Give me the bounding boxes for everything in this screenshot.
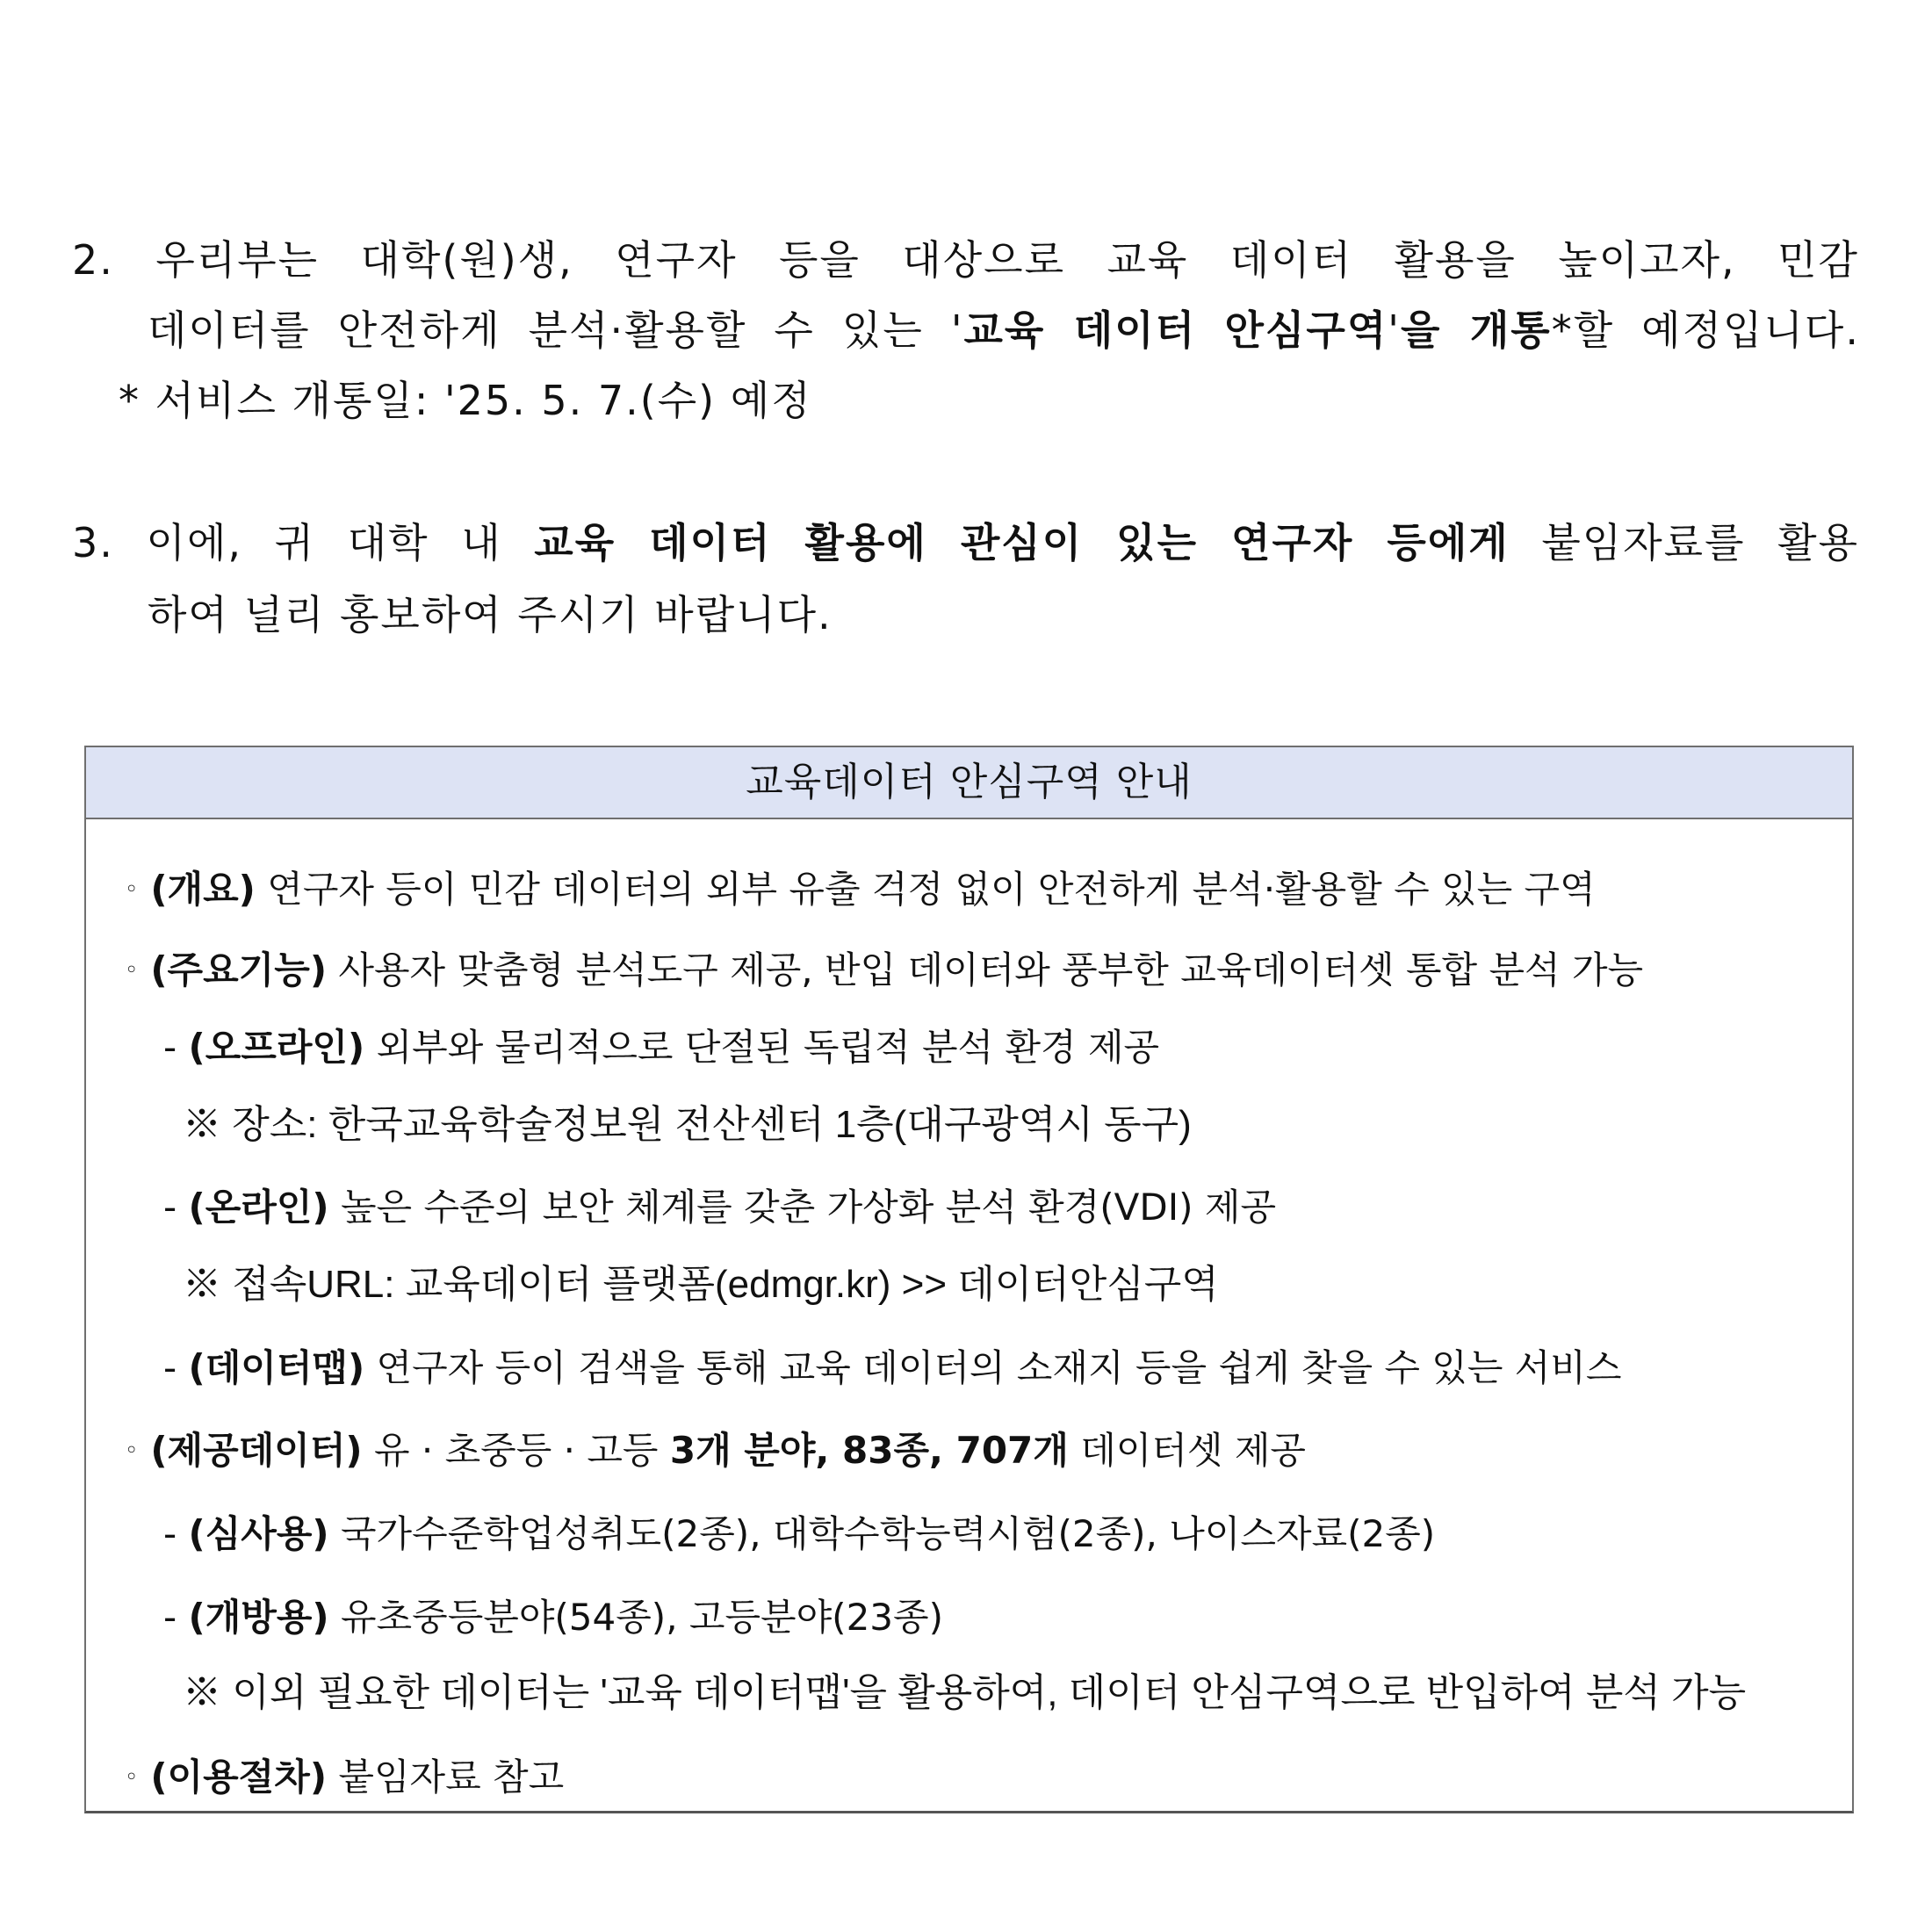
item-online [163,1183,1276,1232]
item-text: 이외 필요한 데이터는 '교육 데이터맵'을 활용하여, 데이터 안심구역으로 반입하여 분석 가능 [232,1671,1747,1714]
item-text: 연구자 등이 검색을 통해 교육 데이터의 소재지 등을 쉽게 찾을 수 있는 서비스 [364,1346,1622,1389]
item-text: 사용자 맞춤형 분석도구 제공, 반입 데이터와 풍부한 교육데이터셋 통합 분석 가능 [327,948,1644,991]
open-emphasis: 을 개통 [1400,306,1552,354]
paragraph-2-tail: *할 예정입니다. [1551,306,1860,354]
dash-bullet-icon: - [163,1026,177,1069]
launch-date-note: * 서비스 개통일: '25. 5. 7.(수) 예정 [119,377,812,424]
item-text: 유 · 초중등 · 고등 [362,1429,670,1472]
item-text: 장소: 한국교육학술정보원 전산센터 1층(대구광역시 동구) [232,1103,1192,1146]
circle-bullet-icon: ◦ [125,1438,139,1464]
item-text: 외부와 물리적으로 단절된 독립적 분석 환경 제공 [364,1026,1160,1069]
item-overview [125,865,1596,914]
dash-bullet-icon: - [163,1346,177,1389]
note-location [183,1100,1192,1150]
item-label: (개요) [150,868,256,911]
dash-bullet-icon: - [163,1512,177,1555]
circle-bullet-icon: ◦ [125,957,139,984]
paragraph-2-text: 데이터를 안전하게 분석·활용할 수 있는 ' [148,306,964,354]
item-label: (개방용) [188,1596,329,1639]
dash-bullet-icon: - [163,1596,177,1639]
item-label: (데이터맵) [188,1346,365,1389]
paragraph-3-line-2: 하여 널리 홍보하여 주시기 바랍니다. [148,591,833,638]
circle-bullet-icon: ◦ [125,1764,139,1791]
paragraph-2-line-1: 2. 우리부는 대학(원)생, 연구자 등을 대상으로 교육 데이터 활용을 높이고자, 민감 [72,236,1859,284]
item-review-use [163,1510,1435,1559]
note-other-data [183,1669,1746,1718]
target-audience-emphasis: 교육 데이터 활용에 관심이 있는 연구자 등에게 [534,519,1510,566]
paragraph-3-text: 3. 이에, 귀 대학 내 [72,519,535,566]
reference-mark-icon: ※ [183,1263,221,1306]
note-access-url [183,1260,1219,1309]
item-text: 접속URL: 교육데이터 플랫폼(edmgr.kr) >> 데이터안심구역 [232,1263,1219,1306]
item-usage-procedure [125,1753,564,1802]
item-open-use [163,1593,943,1642]
item-text: 붙임자료 참고 [327,1755,565,1799]
item-label: (온라인) [188,1186,329,1229]
item-data-map [163,1344,1622,1393]
paragraph-3-line-1 [72,516,1859,569]
info-box-title: 교육데이터 안심구역 안내 [86,747,1852,819]
quote-mark: ' [1388,306,1401,354]
dash-bullet-icon: - [163,1186,177,1229]
paragraph-2-line-2 [148,304,1860,357]
item-label: (이용절차) [150,1755,328,1799]
reference-mark-icon: ※ [183,1671,221,1714]
paragraph-3-tail: 붙임자료를 활용 [1509,519,1860,566]
item-text: 연구자 등이 민감 데이터의 외부 유출 걱정 없이 안전하게 분석·활용할 수 있는 구역 [255,868,1596,911]
item-text: 높은 수준의 보안 체계를 갖춘 가상화 분석 환경(VDI) 제공 [328,1186,1277,1229]
dataset-count-emphasis: 3개 분야, 83종, 707개 [669,1429,1069,1472]
item-offline [163,1023,1159,1072]
item-label: (제공데이터) [150,1429,363,1472]
item-provided-data [125,1426,1306,1475]
item-text: 국가수준학업성취도(2종), 대학수학능력시험(2종), 나이스자료(2종) [328,1512,1436,1555]
item-text-tail: 데이터셋 제공 [1068,1429,1306,1472]
reference-mark-icon: ※ [183,1103,221,1146]
item-text: 유초중등분야(54종), 고등분야(23종) [328,1596,943,1639]
service-name-emphasis: 교육 데이터 안심구역 [963,306,1388,354]
circle-bullet-icon: ◦ [125,876,139,903]
item-label: (심사용) [188,1512,329,1555]
info-box [84,746,1854,1813]
item-label: (오프라인) [188,1026,365,1069]
item-label: (주요기능) [150,948,328,991]
item-main-features [125,946,1643,995]
